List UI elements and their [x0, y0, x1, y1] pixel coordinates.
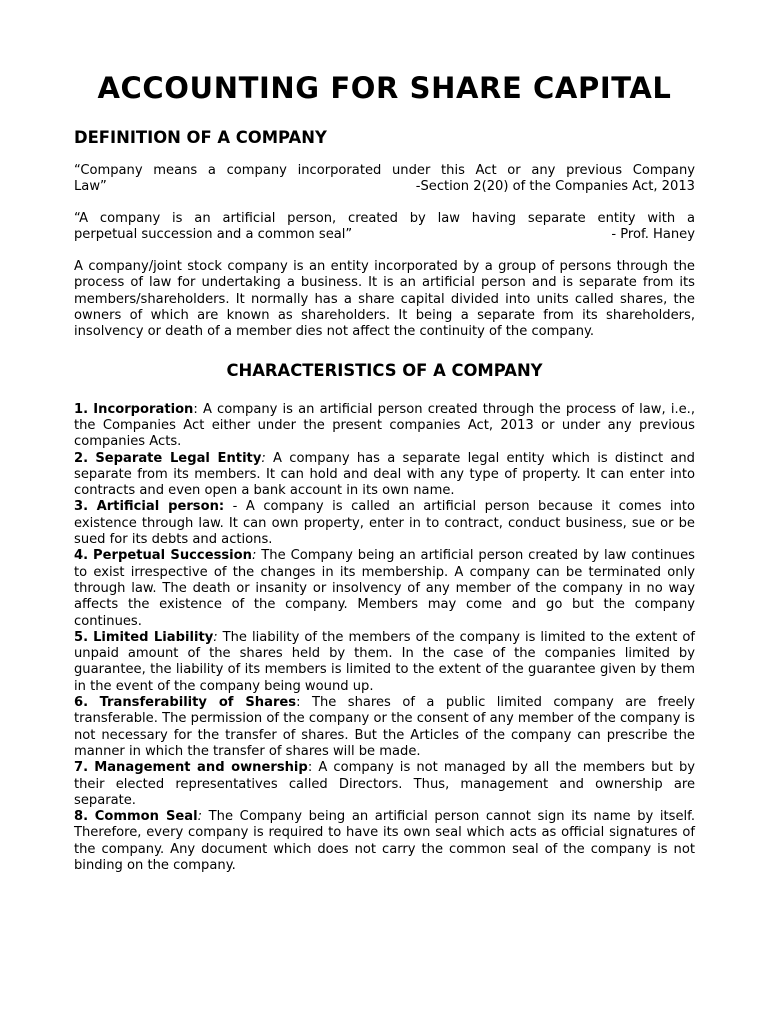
characteristic-text: A company has a separate legal entity which is distinct and separate from its members. It can hold and deal with any type of property. It can enter into contracts and even open a bank account in its own name.: [74, 450, 695, 499]
characteristic-item: [74, 548, 695, 629]
characteristic-text: A company is not managed by all the members but by their elected representatives called Directors. Thus, management and ownership are separate.: [74, 760, 695, 808]
characteristic-item: [74, 451, 695, 500]
characteristic-number: 7.: [74, 760, 89, 776]
characteristic-separator: :: [197, 809, 203, 825]
quote-line-end: perpetual succession and a common seal”: [74, 226, 353, 242]
characteristic-number: 2.: [74, 450, 89, 466]
characteristic-item: [74, 402, 695, 451]
characteristic-name: Common Seal: [94, 809, 198, 825]
characteristic-name: Incorporation: [93, 401, 194, 417]
quote-attribution-row: [74, 227, 695, 243]
characteristic-separator: :: [193, 401, 198, 417]
characteristic-number: 5.: [74, 629, 89, 645]
characteristic-text: The shares of a public limited company are freely transferable. The permission of the company or the consent of any member of the company is not necessary for the transfer of shares. But the Articles of the company can prescribe the manner in which the transfer of shares will be made.: [74, 695, 695, 759]
characteristic-number: 1.: [74, 401, 89, 417]
quote-attribution-row: [74, 179, 695, 195]
characteristic-item: [74, 760, 695, 809]
characteristic-number: 4.: [74, 548, 89, 564]
characteristic-name: Limited Liability: [93, 629, 214, 645]
characteristic-text: A company is an artificial person created through the process of law, i.e., the Companies Act either under the present companies Act, 2013 or under any previous companies Acts.: [74, 401, 695, 450]
characteristic-item: [74, 809, 695, 874]
characteristic-separator: :: [251, 548, 257, 564]
characteristic-name: Artificial person:: [96, 499, 225, 515]
quote-source: - Prof. Haney: [611, 226, 695, 242]
quote-line: “Company means a company incorporated under this Act or any previous Company: [74, 163, 695, 178]
characteristic-number: 6.: [74, 695, 89, 711]
characteristic-number: 8.: [74, 809, 89, 825]
definition-heading: DEFINITION OF A COMPANY: [74, 128, 327, 147]
characteristic-item: [74, 630, 695, 695]
characteristic-name: Management and ownership: [94, 760, 308, 776]
characteristic-separator: :: [261, 450, 266, 466]
characteristic-number: 3.: [74, 499, 89, 515]
characteristic-name: Perpetual Succession: [93, 548, 252, 564]
characteristics-list: [74, 402, 695, 875]
characteristic-item: [74, 499, 695, 548]
characteristic-separator: :: [307, 760, 313, 776]
characteristic-separator: :: [213, 629, 218, 645]
characteristics-heading: CHARACTERISTICS OF A COMPANY: [226, 360, 543, 380]
characteristic-text: The liability of the members of the company is limited to the extent of unpaid amount of the shares held by them. In the case of the companies limited by guarantee, the liability of its members is limited to the extent of the guarantee given by them in the event of the company being wound up.: [74, 629, 695, 694]
company-description-paragraph: A company/joint stock company is an entity incorporated by a group of persons through the process of law for undertaking a business. It is an artificial person and is separate from its members/shareholders. It normally has a share capital divided into units called shares, the owners of which are known as shareholders. It being a separate from its shareholders, insolvency or death of a member dies not affect the continuity of the company.: [74, 259, 695, 340]
characteristic-name: Separate Legal Entity: [95, 450, 262, 466]
characteristic-item: [74, 695, 695, 760]
characteristic-separator: -: [224, 499, 238, 515]
quote-prof-haney: [74, 211, 695, 244]
characteristic-text: A company is called an artificial person because it comes into existence through law. It can own property, enter in to contract, conduct business, sue or be sued for its debts and actions.: [74, 499, 695, 548]
quote-source: -Section 2(20) of the Companies Act, 2013: [415, 179, 695, 195]
characteristic-text: The Company being an artificial person cannot sign its name by itself. Therefore, every company is required to have its own seal which acts as official signatures of the company. Any document which does not carry the common seal of the company is not binding on the company.: [74, 809, 696, 873]
characteristic-name: Transferability of Shares: [99, 695, 297, 711]
characteristic-text: The Company being an artificial person created by law continues to exist irrespective of the changes in its membership. A company can be terminated only through law. The death or insanity or insolvency of any member of the company in no way affects the existence of the company. Members may come and go but the company continues.: [74, 548, 695, 629]
quote-line: “A company is an artificial person, created by law having separate entity with a: [74, 210, 695, 226]
characteristic-separator: :: [296, 695, 301, 711]
page-title: ACCOUNTING FOR SHARE CAPITAL: [97, 71, 672, 105]
quote-line-end: Law”: [74, 179, 107, 195]
quote-companies-act: [74, 163, 695, 196]
